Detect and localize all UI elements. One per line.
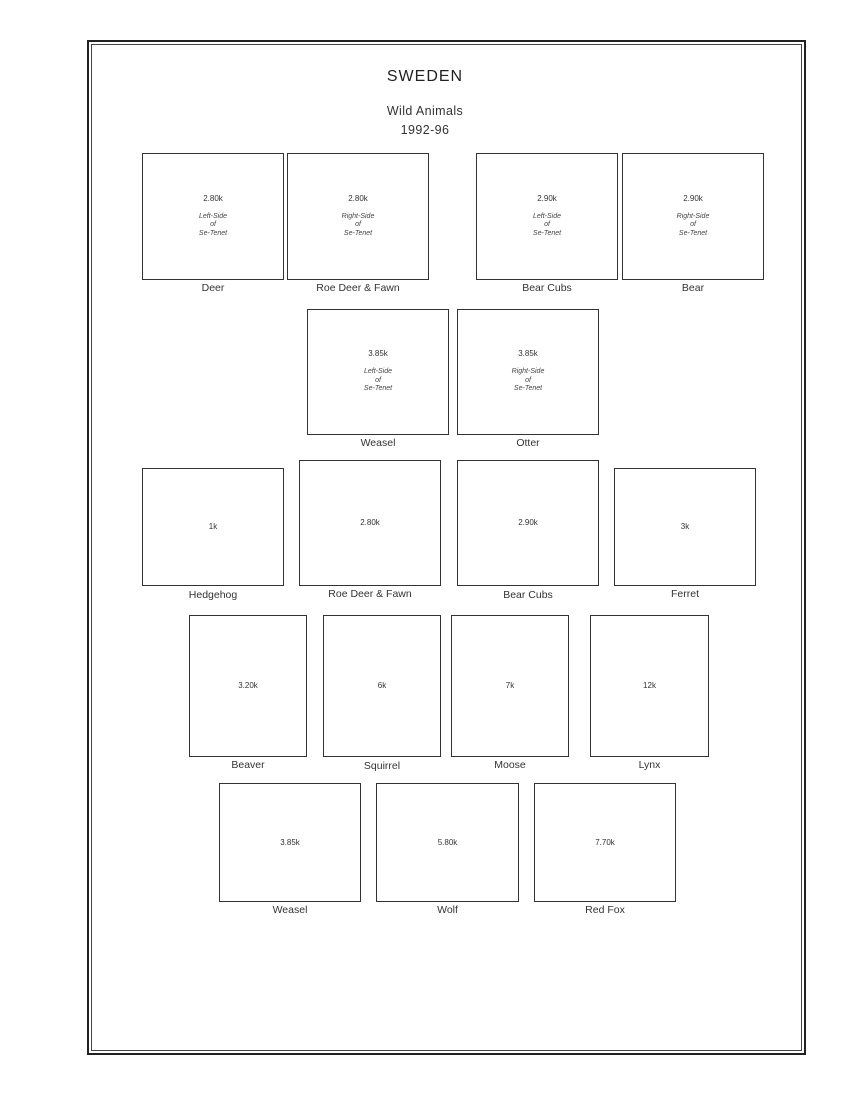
stamp-mount <box>534 783 676 902</box>
stamp-denomination: 2.80k <box>203 193 223 203</box>
stamp-caption: Bear <box>681 282 705 294</box>
se-tenant-note-line: Se-Tenet <box>343 229 373 237</box>
stamp-mount <box>219 783 361 902</box>
se-tenant-note-line: Se-Tenet <box>678 229 708 237</box>
stamp-denomination: 2.80k <box>360 518 380 527</box>
stamp-denomination: 3.85k <box>368 349 388 359</box>
se-tenant-note-line: Right-Side <box>511 368 545 376</box>
stamp-mount-content <box>143 154 283 279</box>
stamp-mount-content <box>143 469 283 585</box>
stamp-mount-content <box>591 616 708 756</box>
stamp-mount-content <box>458 461 598 585</box>
stamp-caption: Weasel <box>272 904 308 916</box>
stamp-denomination: 3.85k <box>280 837 300 847</box>
stamp-denomination: 2.90k <box>518 518 538 527</box>
se-tenant-note-line: of <box>210 221 216 229</box>
stamp-mount-content <box>288 154 428 279</box>
se-tenant-note-line: of <box>525 376 531 384</box>
stamp-mount <box>142 468 284 586</box>
page-title: SWEDEN <box>386 68 464 85</box>
se-tenant-note-line: Se-Tenet <box>363 385 393 393</box>
se-tenant-note-line: Se-Tenet <box>513 385 543 393</box>
stamp-denomination: 12k <box>643 681 656 690</box>
se-tenant-note <box>342 213 375 239</box>
stamp-denomination: 2.90k <box>683 193 703 203</box>
stamp-mount <box>451 615 569 757</box>
stamp-denomination: 7k <box>505 681 515 690</box>
stamp-denomination: 6k <box>377 681 387 690</box>
stamp-mount <box>590 615 709 757</box>
stamp-mount <box>614 468 756 586</box>
stamp-mount <box>622 153 764 280</box>
stamp-caption: Moose <box>494 759 526 771</box>
stamp-caption: Wolf <box>437 904 458 916</box>
se-tenant-note <box>199 213 227 239</box>
stamp-caption: Ferret <box>670 588 699 600</box>
stamp-mount-content <box>615 469 755 585</box>
se-tenant-note-line: of <box>690 221 696 229</box>
stamp-mount <box>287 153 429 280</box>
stamp-mount-content <box>190 616 306 756</box>
stamp-denomination: 3k <box>680 522 690 531</box>
stamp-denomination: 7.70k <box>595 837 615 847</box>
stamp-caption: Bear Cubs <box>522 282 572 294</box>
stamp-denomination: 3.85k <box>518 349 538 359</box>
stamp-mount-content <box>458 310 598 434</box>
stamp-mount <box>142 153 284 280</box>
stamp-mount <box>323 615 441 757</box>
stamp-mount-content <box>308 310 448 434</box>
stamp-mount <box>376 783 519 902</box>
stamp-denomination: 2.90k <box>537 193 557 203</box>
stamp-caption: Roe Deer & Fawn <box>328 588 412 600</box>
stamp-mount <box>457 309 599 435</box>
stamp-mount-content <box>452 616 568 756</box>
stamp-caption: Roe Deer & Fawn <box>316 282 400 294</box>
stamp-caption: Weasel <box>360 437 396 449</box>
se-tenant-note-line: Left-Side <box>363 368 393 376</box>
stamp-mount-content <box>300 461 440 585</box>
stamp-mount <box>307 309 449 435</box>
stamp-mount <box>189 615 307 757</box>
se-tenant-note-line: Se-Tenet <box>532 229 562 237</box>
se-tenant-note-line: Left-Side <box>198 212 228 220</box>
stamp-mount <box>457 460 599 586</box>
stamp-mount <box>476 153 618 280</box>
stamp-mount-content <box>377 784 518 901</box>
se-tenant-note <box>677 213 710 239</box>
stamp-caption: Deer <box>201 282 225 294</box>
se-tenant-note-line: Right-Side <box>341 212 375 220</box>
stamp-caption: Otter <box>516 437 540 449</box>
stamp-caption: Hedgehog <box>188 589 238 601</box>
stamp-mount-content <box>623 154 763 279</box>
stamp-caption: Beaver <box>231 759 265 771</box>
se-tenant-note <box>364 368 392 394</box>
stamp-denomination: 5.80k <box>437 837 458 847</box>
stamp-mount-content <box>220 784 360 901</box>
page-subtitle: Wild Animals <box>386 104 464 118</box>
stamp-caption: Lynx <box>638 759 661 771</box>
se-tenant-note <box>533 213 561 239</box>
stamp-mount-content <box>535 784 675 901</box>
stamp-caption: Red Fox <box>585 904 625 916</box>
se-tenant-note-line: of <box>544 221 550 229</box>
se-tenant-note <box>512 368 545 394</box>
se-tenant-note-line: of <box>355 221 361 229</box>
se-tenant-note-line: Se-Tenet <box>198 229 228 237</box>
se-tenant-note-line: Right-Side <box>676 212 710 220</box>
stamp-denomination: 3.20k <box>238 681 258 690</box>
stamp-mount-content <box>324 616 440 756</box>
stamp-mount-content <box>477 154 617 279</box>
se-tenant-note-line: Left-Side <box>532 212 562 220</box>
stamp-denomination: 2.80k <box>348 193 368 203</box>
stamp-caption: Bear Cubs <box>503 589 553 601</box>
stamp-mount <box>299 460 441 586</box>
page-years: 1992-96 <box>400 123 450 137</box>
stamp-caption: Squirrel <box>363 760 401 772</box>
stamp-denomination: 1k <box>208 522 218 531</box>
se-tenant-note-line: of <box>375 376 381 384</box>
